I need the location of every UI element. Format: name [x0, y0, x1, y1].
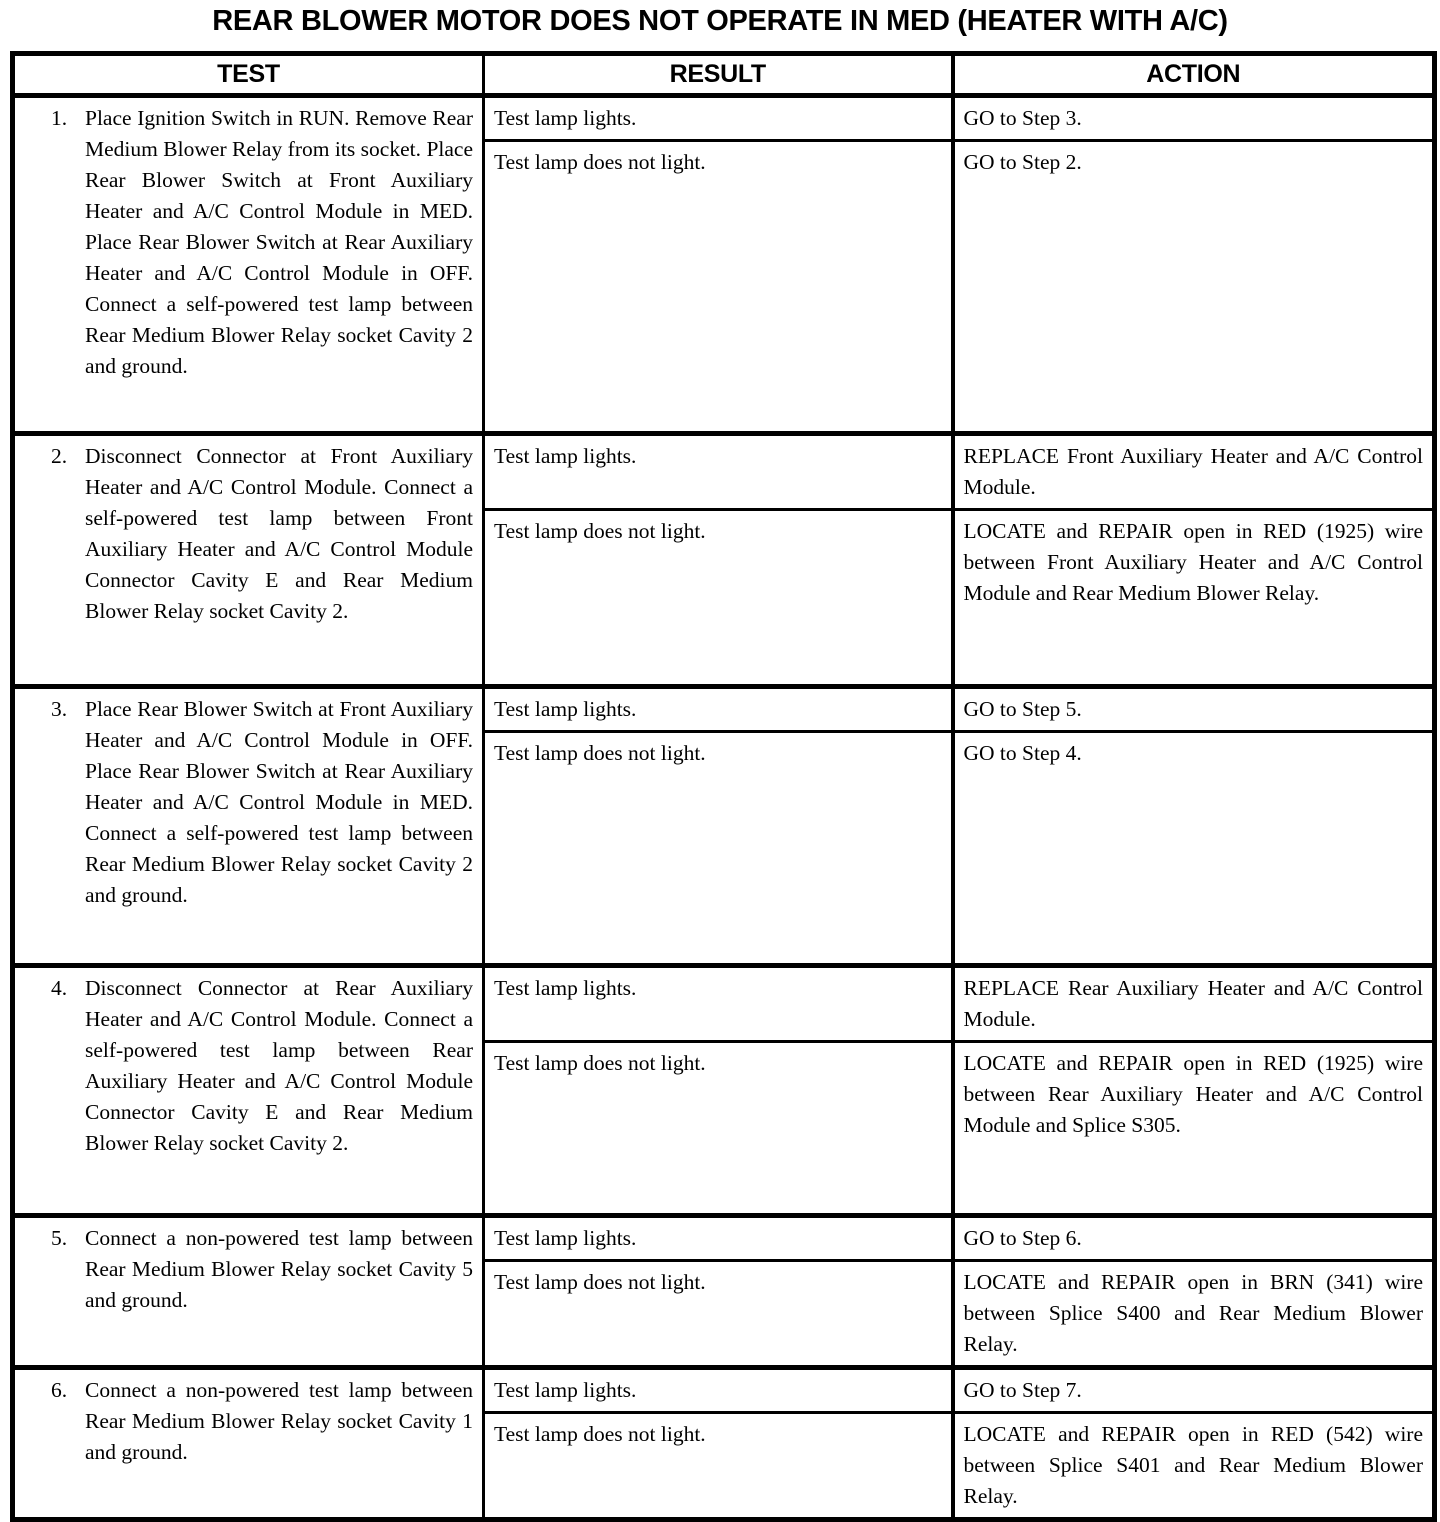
result-cell: Test lamp does not light. [484, 1413, 953, 1520]
result-cell: Test lamp does not light. [484, 1042, 953, 1216]
table-row [13, 1216, 1435, 1261]
test-text: Disconnect Connector at Rear Auxiliary Heater and A/C Control Module. Connect a self-powered test lamp between Rear Auxiliary Heater and A/C Control Module Connector Cavity E and Rear Medium Blower Relay socket Cavity 2. [85, 976, 473, 1155]
result-cell: Test lamp lights. [484, 687, 953, 732]
action-cell: REPLACE Front Auxiliary Heater and A/C Control Module. [953, 434, 1435, 510]
result-cell: Test lamp does not light. [484, 141, 953, 434]
action-cell: REPLACE Rear Auxiliary Heater and A/C Control Module. [953, 966, 1435, 1042]
test-text: Connect a non-powered test lamp between Rear Medium Blower Relay socket Cavity 1 and ground. [85, 1378, 473, 1464]
step-number: 4. [51, 976, 68, 1000]
action-cell: GO to Step 5. [953, 687, 1435, 732]
result-cell: Test lamp lights. [484, 1368, 953, 1413]
table-row [13, 96, 1435, 141]
column-header-result: RESULT [484, 54, 953, 96]
action-cell: LOCATE and REPAIR open in RED (1925) wire between Front Auxiliary Heater and A/C Control Module and Rear Medium Blower Relay. [953, 510, 1435, 687]
test-text: Disconnect Connector at Front Auxiliary Heater and A/C Control Module. Connect a self-powered test lamp between Front Auxiliary Heater and A/C Control Module Connector Cavity E and Rear Medium Blower Relay socket Cavity 2. [85, 444, 473, 623]
test-cell-step-2 [13, 434, 484, 687]
header-row [13, 54, 1435, 96]
test-instructions [15, 1375, 473, 1468]
test-text: Place Rear Blower Switch at Front Auxiliary Heater and A/C Control Module in OFF. Place Rear Blower Switch at Rear Auxiliary Heater and A/C Control Module in MED. Connect a self-powered test lamp between Rear Medium Blower Relay socket Cavity 2 and ground. [85, 697, 473, 907]
test-instructions [15, 694, 473, 911]
result-cell: Test lamp lights. [484, 1216, 953, 1261]
test-instructions [15, 103, 473, 382]
diagnostic-table [10, 51, 1437, 1522]
table-row [13, 434, 1435, 510]
test-cell-step-1 [13, 96, 484, 434]
page-title: REAR BLOWER MOTOR DOES NOT OPERATE IN MED (HEATER WITH A/C) [212, 5, 1228, 37]
action-cell: GO to Step 3. [953, 96, 1435, 141]
test-cell-step-4 [13, 966, 484, 1216]
column-header-test: TEST [13, 54, 484, 96]
test-instructions [15, 973, 473, 1159]
action-cell: GO to Step 7. [953, 1368, 1435, 1413]
action-cell: GO to Step 6. [953, 1216, 1435, 1261]
step-number: 3. [51, 697, 68, 721]
column-header-action: ACTION [953, 54, 1435, 96]
action-cell: LOCATE and REPAIR open in BRN (341) wire between Splice S400 and Rear Medium Blower Relay. [953, 1261, 1435, 1368]
result-cell: Test lamp lights. [484, 96, 953, 141]
table-row [13, 1368, 1435, 1413]
test-text: Connect a non-powered test lamp between Rear Medium Blower Relay socket Cavity 5 and ground. [85, 1226, 473, 1312]
step-number: 6. [51, 1378, 68, 1402]
step-number: 5. [51, 1226, 68, 1250]
result-cell: Test lamp does not light. [484, 732, 953, 966]
test-text: Place Ignition Switch in RUN. Remove Rear Medium Blower Relay from its socket. Place Rear Blower Switch at Front Auxiliary Heater and A/C Control Module in MED. Place Rear Blower Switch at Rear Auxiliary Heater and A/C Control Module in OFF. Connect a self-powered test lamp between Rear Medium Blower Relay socket Cavity 2 and ground. [85, 106, 473, 378]
table-row [13, 687, 1435, 732]
result-cell: Test lamp does not light. [484, 510, 953, 687]
test-instructions [15, 441, 473, 627]
result-cell: Test lamp lights. [484, 434, 953, 510]
test-instructions [15, 1223, 473, 1316]
action-cell: GO to Step 4. [953, 732, 1435, 966]
step-number: 1. [51, 106, 68, 130]
action-cell: GO to Step 2. [953, 141, 1435, 434]
test-cell-step-6 [13, 1368, 484, 1520]
result-cell: Test lamp does not light. [484, 1261, 953, 1368]
step-number: 2. [51, 444, 68, 468]
table-row [13, 966, 1435, 1042]
test-cell-step-3 [13, 687, 484, 966]
action-cell: LOCATE and REPAIR open in RED (542) wire between Splice S401 and Rear Medium Blower Relay. [953, 1413, 1435, 1520]
test-cell-step-5 [13, 1216, 484, 1368]
action-cell: LOCATE and REPAIR open in RED (1925) wire between Rear Auxiliary Heater and A/C Control Module and Splice S305. [953, 1042, 1435, 1216]
result-cell: Test lamp lights. [484, 966, 953, 1042]
